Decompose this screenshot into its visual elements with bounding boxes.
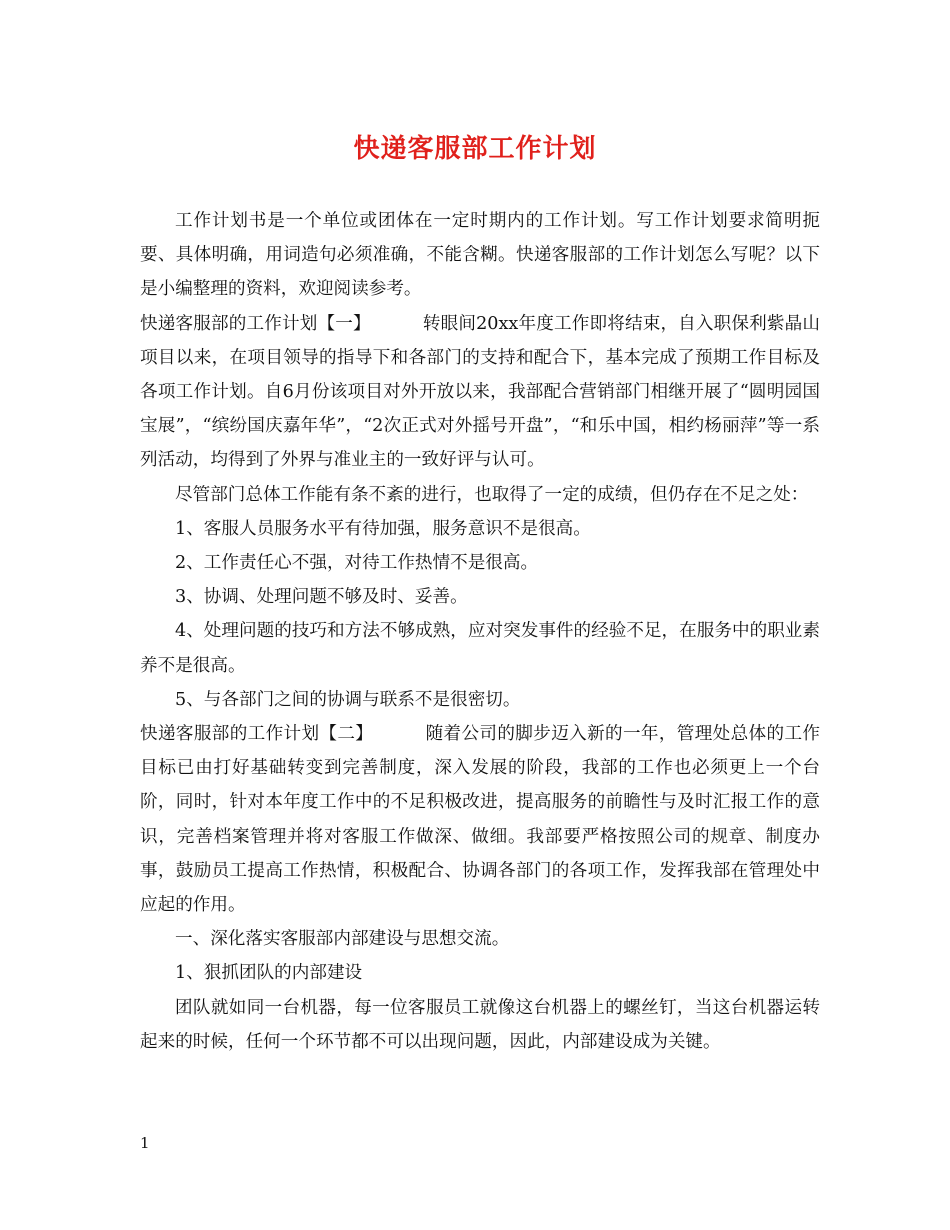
document-body	[140, 204, 820, 1059]
plan2-text: 随着公司的脚步迈入新的一年，管理处总体的工作目标已由打好基础转变到完善制度，深入发展的阶段，我部的工作也必须更上一个台阶，同时，针对本年度工作中的不足积极改进，提高服务的前瞻性与及时汇报工作的意识，完善档案管理并将对客服工作做深、做细。我部要严格按照公司的规章、制度办事，鼓励员工提高工作热情，积极配合、协调各部门的各项工作，发挥我部在管理处中应起的作用。	[140, 724, 820, 916]
list-item: 5、与各部门之间的协调与联系不是很密切。	[175, 689, 521, 710]
plan2-heading: 快递客服部的工作计划【二】	[140, 724, 374, 745]
subsection-heading: 1、狠抓团队的内部建设	[175, 963, 363, 984]
plan1-text: 转眼间20xx年度工作即将结束，自入职保利紫晶山项目以来，在项目领导的指导下和各部门的支持和配合下，基本完成了预期工作目标及各项工作计划。自6月份该项目对外开放以来，我部配合营销部门相继开展了“圆明园国宝展”，“缤纷国庆嘉年华”，“2次正式对外摇号开盘”，“和乐中国，相约杨丽萍”等一系列活动，均得到了外界与准业主的一致好评与认可。	[140, 313, 820, 471]
intro-paragraph: 工作计划书是一个单位或团体在一定时期内的工作计划。写工作计划要求简明扼要、具体明确，用词造句必须准确，不能含糊。快递客服部的工作计划怎么写呢？以下是小编整理的资料，欢迎阅读参考。	[140, 211, 820, 300]
team-paragraph: 团队就如同一台机器，每一位客服员工就像这台机器上的螺丝钉，当这台机器运转起来的时候，任何一个环节都不可以出现问题，因此，内部建设成为关键。	[140, 997, 820, 1052]
plan1-heading: 快递客服部的工作计划【一】	[140, 313, 371, 334]
document-title: 快递客服部工作计划	[353, 134, 597, 164]
list-item: 2、工作责任心不强，对待工作热情不是很高。	[175, 553, 539, 574]
page-number: 1	[140, 1134, 150, 1152]
list-item: 4、处理问题的技巧和方法不够成熟，应对突发事件的经验不足，在服务中的职业素养不是很高。	[140, 621, 820, 676]
plan2-paragraph	[140, 717, 820, 922]
list-item: 3、协调、处理问题不够及时、妥善。	[175, 587, 468, 608]
section-heading: 一、深化落实客服部内部建设与思想交流。	[175, 929, 510, 950]
list-item: 1、客服人员服务水平有待加强，服务意识不是很高。	[175, 518, 591, 539]
shortcomings-paragraph: 尽管部门总体工作能有条不紊的进行，也取得了一定的成绩，但仍存在不足之处：	[175, 484, 809, 505]
plan1-paragraph	[140, 307, 820, 478]
